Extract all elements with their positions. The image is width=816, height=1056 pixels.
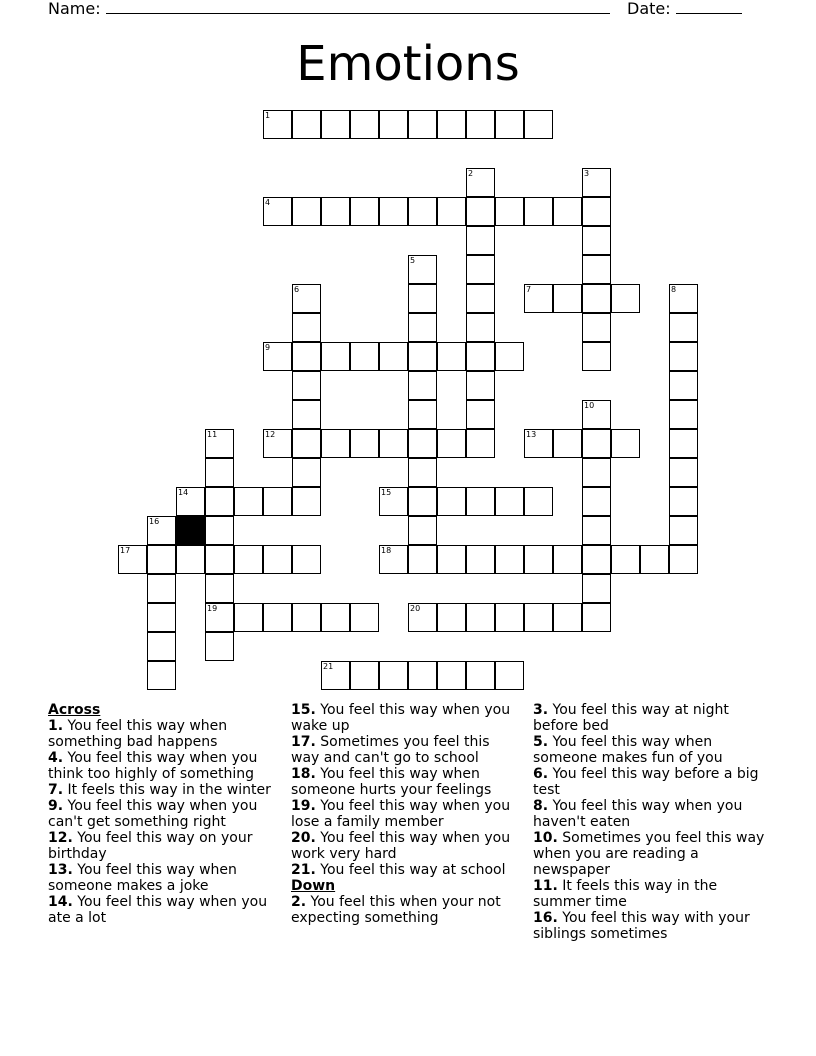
clue-number-label: 14. bbox=[48, 894, 73, 910]
across-heading: Across bbox=[48, 702, 101, 718]
grid-cell[interactable] bbox=[147, 661, 176, 690]
grid-cell[interactable] bbox=[437, 110, 466, 139]
clues-column-3 bbox=[533, 702, 769, 942]
black-square bbox=[176, 516, 205, 545]
clue-number-label: 7. bbox=[48, 782, 64, 798]
clue-text: You feel this way at school bbox=[315, 862, 506, 878]
grid-cell[interactable] bbox=[205, 429, 234, 458]
clue-number: 17 bbox=[120, 546, 131, 555]
clue-text: You feel this way when you ate a lot bbox=[48, 894, 268, 926]
grid-cell[interactable] bbox=[582, 168, 611, 197]
clue-text: You feel this way when someone hurts your feelings bbox=[291, 766, 492, 798]
clue-text: You feel this way when something bad happens bbox=[48, 718, 228, 750]
grid-cell[interactable] bbox=[263, 110, 292, 139]
grid-cell[interactable] bbox=[176, 487, 205, 516]
clue-text: It feels this way in the winter bbox=[63, 782, 271, 798]
clue-item bbox=[291, 798, 521, 830]
grid-cell[interactable] bbox=[524, 429, 553, 458]
grid-cell[interactable] bbox=[582, 313, 611, 342]
grid-cell[interactable] bbox=[669, 313, 698, 342]
grid-cell[interactable] bbox=[495, 661, 524, 690]
clue-number-label: 2. bbox=[291, 894, 307, 910]
grid-cell[interactable] bbox=[495, 342, 524, 371]
grid-cell[interactable] bbox=[466, 400, 495, 429]
grid-cell[interactable] bbox=[408, 400, 437, 429]
clue-number: 5 bbox=[410, 256, 416, 265]
grid-cell[interactable] bbox=[205, 458, 234, 487]
clue-number: 15 bbox=[381, 488, 392, 497]
grid-cell[interactable] bbox=[321, 603, 350, 632]
grid-cell[interactable] bbox=[379, 342, 408, 371]
clue-number: 1 bbox=[265, 111, 271, 120]
clue-number-label: 13. bbox=[48, 862, 73, 878]
grid-cell[interactable] bbox=[147, 516, 176, 545]
clue-item bbox=[533, 798, 769, 830]
clue-number: 18 bbox=[381, 546, 392, 555]
clue-item bbox=[48, 894, 280, 926]
grid-cell[interactable] bbox=[437, 429, 466, 458]
grid-cell[interactable] bbox=[466, 371, 495, 400]
grid-cell[interactable] bbox=[205, 603, 234, 632]
grid-cell[interactable] bbox=[669, 458, 698, 487]
grid-cell[interactable] bbox=[292, 284, 321, 313]
grid-cell[interactable] bbox=[611, 545, 640, 574]
grid-cell[interactable] bbox=[176, 545, 205, 574]
grid-cell[interactable] bbox=[408, 458, 437, 487]
grid-cell[interactable] bbox=[408, 429, 437, 458]
grid-cell[interactable] bbox=[263, 603, 292, 632]
grid-cell[interactable] bbox=[669, 342, 698, 371]
grid-cell[interactable] bbox=[669, 400, 698, 429]
grid-cell[interactable] bbox=[321, 110, 350, 139]
clue-item bbox=[48, 782, 280, 798]
grid-cell[interactable] bbox=[582, 429, 611, 458]
page-title: Emotions bbox=[296, 36, 520, 92]
clue-text: You feel this way when you think too highly of something bbox=[48, 750, 258, 782]
clue-item bbox=[48, 750, 280, 782]
grid-cell[interactable] bbox=[437, 197, 466, 226]
grid-cell[interactable] bbox=[524, 487, 553, 516]
grid-cell[interactable] bbox=[466, 661, 495, 690]
clue-text: You feel this when your not expecting something bbox=[291, 894, 501, 926]
grid-cell[interactable] bbox=[321, 342, 350, 371]
clue-text: Sometimes you feel this way and can't go to school bbox=[291, 734, 490, 766]
clue-number-label: 20. bbox=[291, 830, 316, 846]
grid-cell[interactable] bbox=[669, 516, 698, 545]
clue-number-label: 3. bbox=[533, 702, 549, 718]
grid-cell[interactable] bbox=[147, 545, 176, 574]
grid-cell[interactable] bbox=[466, 313, 495, 342]
date-label: Date: bbox=[627, 0, 671, 18]
grid-cell[interactable] bbox=[582, 516, 611, 545]
grid-cell[interactable] bbox=[495, 487, 524, 516]
clue-item bbox=[533, 702, 769, 734]
grid-cell[interactable] bbox=[379, 487, 408, 516]
grid-cell[interactable] bbox=[553, 545, 582, 574]
grid-cell[interactable] bbox=[292, 400, 321, 429]
clue-item bbox=[291, 862, 521, 878]
grid-cell[interactable] bbox=[263, 197, 292, 226]
grid-cell[interactable] bbox=[553, 284, 582, 313]
grid-cell[interactable] bbox=[350, 197, 379, 226]
grid-cell[interactable] bbox=[292, 342, 321, 371]
clues-column-1 bbox=[48, 702, 280, 926]
clue-item bbox=[533, 878, 769, 910]
grid-cell[interactable] bbox=[582, 284, 611, 313]
clue-number: 14 bbox=[178, 488, 189, 497]
clue-text: Sometimes you feel this way when you are reading a newspaper bbox=[533, 830, 765, 878]
clue-number-label: 9. bbox=[48, 798, 64, 814]
clue-number: 13 bbox=[526, 430, 537, 439]
grid-cell[interactable] bbox=[292, 458, 321, 487]
clue-number-label: 17. bbox=[291, 734, 316, 750]
grid-cell[interactable] bbox=[466, 342, 495, 371]
clue-number: 19 bbox=[207, 604, 218, 613]
grid-cell[interactable] bbox=[495, 110, 524, 139]
clue-text: You feel this way when someone makes fun of you bbox=[533, 734, 723, 766]
clue-text: You feel this way when you work very hard bbox=[291, 830, 511, 862]
grid-cell[interactable] bbox=[524, 603, 553, 632]
grid-cell[interactable] bbox=[495, 197, 524, 226]
grid-cell[interactable] bbox=[408, 487, 437, 516]
grid-cell[interactable] bbox=[640, 545, 669, 574]
grid-cell[interactable] bbox=[263, 429, 292, 458]
clue-item bbox=[291, 894, 521, 926]
clue-item bbox=[48, 830, 280, 862]
grid-cell[interactable] bbox=[350, 110, 379, 139]
grid-cell[interactable] bbox=[292, 603, 321, 632]
grid-cell[interactable] bbox=[466, 487, 495, 516]
clue-number: 12 bbox=[265, 430, 276, 439]
grid-cell[interactable] bbox=[408, 110, 437, 139]
grid-cell[interactable] bbox=[379, 429, 408, 458]
clue-item bbox=[533, 910, 769, 942]
grid-cell[interactable] bbox=[379, 197, 408, 226]
grid-cell[interactable] bbox=[582, 197, 611, 226]
clue-item bbox=[291, 702, 521, 734]
grid-cell[interactable] bbox=[292, 313, 321, 342]
clue-number: 11 bbox=[207, 430, 218, 439]
clue-number-label: 5. bbox=[533, 734, 549, 750]
grid-cell[interactable] bbox=[553, 603, 582, 632]
grid-cell[interactable] bbox=[263, 342, 292, 371]
grid-cell[interactable] bbox=[611, 429, 640, 458]
grid-cell[interactable] bbox=[408, 284, 437, 313]
grid-cell[interactable] bbox=[582, 255, 611, 284]
clue-number: 16 bbox=[149, 517, 160, 526]
clue-text: You feel this way when you lose a family member bbox=[291, 798, 511, 830]
grid-cell[interactable] bbox=[466, 226, 495, 255]
clue-number-label: 1. bbox=[48, 718, 64, 734]
grid-cell[interactable] bbox=[205, 574, 234, 603]
grid-cell[interactable] bbox=[495, 603, 524, 632]
grid-cell[interactable] bbox=[234, 487, 263, 516]
grid-cell[interactable] bbox=[524, 284, 553, 313]
grid-cell[interactable] bbox=[234, 545, 263, 574]
grid-cell[interactable] bbox=[582, 342, 611, 371]
clue-number: 21 bbox=[323, 662, 334, 671]
clue-text: You feel this way before a big test bbox=[533, 766, 759, 798]
clue-number-label: 16. bbox=[533, 910, 558, 926]
down-heading: Down bbox=[291, 878, 336, 894]
clue-item bbox=[48, 798, 280, 830]
grid-cell[interactable] bbox=[408, 197, 437, 226]
grid-cell[interactable] bbox=[147, 603, 176, 632]
clue-text: You feel this way when someone makes a joke bbox=[48, 862, 237, 894]
grid-cell[interactable] bbox=[466, 168, 495, 197]
grid-cell[interactable] bbox=[118, 545, 147, 574]
clue-number: 8 bbox=[671, 285, 677, 294]
grid-cell[interactable] bbox=[669, 284, 698, 313]
grid-cell[interactable] bbox=[263, 487, 292, 516]
clue-item bbox=[48, 718, 280, 750]
clue-number-label: 10. bbox=[533, 830, 558, 846]
clue-number: 10 bbox=[584, 401, 595, 410]
grid-cell[interactable] bbox=[466, 545, 495, 574]
grid-cell[interactable] bbox=[408, 545, 437, 574]
grid-cell[interactable] bbox=[350, 661, 379, 690]
clue-item bbox=[291, 734, 521, 766]
grid-cell[interactable] bbox=[466, 429, 495, 458]
name-label: Name: bbox=[48, 0, 101, 18]
clue-number: 20 bbox=[410, 604, 421, 613]
grid-cell[interactable] bbox=[379, 545, 408, 574]
grid-cell[interactable] bbox=[524, 197, 553, 226]
clue-text: It feels this way in the summer time bbox=[533, 878, 718, 910]
clue-number: 2 bbox=[468, 169, 474, 178]
clue-text: You feel this way when you can't get something right bbox=[48, 798, 258, 830]
grid-cell[interactable] bbox=[147, 574, 176, 603]
clue-number-label: 6. bbox=[533, 766, 549, 782]
grid-cell[interactable] bbox=[205, 487, 234, 516]
grid-cell[interactable] bbox=[582, 458, 611, 487]
clue-number-label: 12. bbox=[48, 830, 73, 846]
grid-cell[interactable] bbox=[553, 429, 582, 458]
clue-item bbox=[533, 830, 769, 878]
grid-cell[interactable] bbox=[669, 545, 698, 574]
grid-cell[interactable] bbox=[292, 110, 321, 139]
grid-cell[interactable] bbox=[292, 371, 321, 400]
grid-cell[interactable] bbox=[466, 255, 495, 284]
grid-cell[interactable] bbox=[582, 487, 611, 516]
clue-number: 6 bbox=[294, 285, 300, 294]
clue-number-label: 15. bbox=[291, 702, 316, 718]
clue-item bbox=[291, 830, 521, 862]
grid-cell[interactable] bbox=[582, 545, 611, 574]
grid-cell[interactable] bbox=[292, 545, 321, 574]
grid-cell[interactable] bbox=[147, 632, 176, 661]
grid-cell[interactable] bbox=[669, 429, 698, 458]
clue-number-label: 4. bbox=[48, 750, 64, 766]
grid-cell[interactable] bbox=[321, 429, 350, 458]
grid-cell[interactable] bbox=[408, 661, 437, 690]
grid-cell[interactable] bbox=[234, 603, 263, 632]
grid-cell[interactable] bbox=[553, 197, 582, 226]
grid-cell[interactable] bbox=[350, 342, 379, 371]
grid-cell[interactable] bbox=[408, 313, 437, 342]
grid-cell[interactable] bbox=[582, 400, 611, 429]
grid-cell[interactable] bbox=[321, 661, 350, 690]
clue-number-label: 8. bbox=[533, 798, 549, 814]
grid-cell[interactable] bbox=[437, 661, 466, 690]
grid-cell[interactable] bbox=[466, 197, 495, 226]
clue-text: You feel this way when you haven't eaten bbox=[533, 798, 743, 830]
clues-column-2 bbox=[291, 702, 521, 926]
clue-text: You feel this way on your birthday bbox=[48, 830, 253, 862]
grid-cell[interactable] bbox=[437, 545, 466, 574]
grid-cell[interactable] bbox=[205, 545, 234, 574]
clue-text: You feel this way when you wake up bbox=[291, 702, 511, 734]
grid-cell[interactable] bbox=[408, 516, 437, 545]
clue-number: 7 bbox=[526, 285, 532, 294]
grid-cell[interactable] bbox=[350, 429, 379, 458]
clue-item bbox=[48, 862, 280, 894]
grid-cell[interactable] bbox=[669, 371, 698, 400]
grid-cell[interactable] bbox=[408, 255, 437, 284]
grid-cell[interactable] bbox=[466, 603, 495, 632]
clue-number: 9 bbox=[265, 343, 271, 352]
grid-cell[interactable] bbox=[524, 110, 553, 139]
grid-cell[interactable] bbox=[466, 110, 495, 139]
grid-cell[interactable] bbox=[263, 545, 292, 574]
clue-number-label: 21. bbox=[291, 862, 316, 878]
grid-cell[interactable] bbox=[292, 487, 321, 516]
clue-number: 4 bbox=[265, 198, 271, 207]
clue-number-label: 19. bbox=[291, 798, 316, 814]
grid-cell[interactable] bbox=[379, 110, 408, 139]
grid-cell[interactable] bbox=[408, 603, 437, 632]
grid-cell[interactable] bbox=[292, 429, 321, 458]
clue-item bbox=[533, 766, 769, 798]
clue-number-label: 18. bbox=[291, 766, 316, 782]
grid-cell[interactable] bbox=[582, 574, 611, 603]
clue-number-label: 11. bbox=[533, 878, 558, 894]
clue-number: 3 bbox=[584, 169, 590, 178]
grid-cell[interactable] bbox=[437, 342, 466, 371]
clue-text: You feel this way with your siblings sometimes bbox=[533, 910, 750, 942]
grid-cell[interactable] bbox=[437, 487, 466, 516]
grid-cell[interactable] bbox=[292, 197, 321, 226]
grid-cell[interactable] bbox=[408, 371, 437, 400]
grid-cell[interactable] bbox=[350, 603, 379, 632]
grid-cell[interactable] bbox=[582, 603, 611, 632]
grid-cell[interactable] bbox=[495, 545, 524, 574]
grid-cell[interactable] bbox=[205, 632, 234, 661]
grid-cell[interactable] bbox=[379, 661, 408, 690]
clue-item bbox=[533, 734, 769, 766]
grid-cell[interactable] bbox=[524, 545, 553, 574]
grid-cell[interactable] bbox=[437, 603, 466, 632]
grid-cell[interactable] bbox=[205, 516, 234, 545]
grid-cell[interactable] bbox=[611, 284, 640, 313]
grid-cell[interactable] bbox=[669, 487, 698, 516]
grid-cell[interactable] bbox=[321, 197, 350, 226]
grid-cell[interactable] bbox=[466, 284, 495, 313]
grid-cell[interactable] bbox=[582, 226, 611, 255]
clue-item bbox=[291, 766, 521, 798]
clue-text: You feel this way at night before bed bbox=[533, 702, 729, 734]
grid-cell[interactable] bbox=[408, 342, 437, 371]
